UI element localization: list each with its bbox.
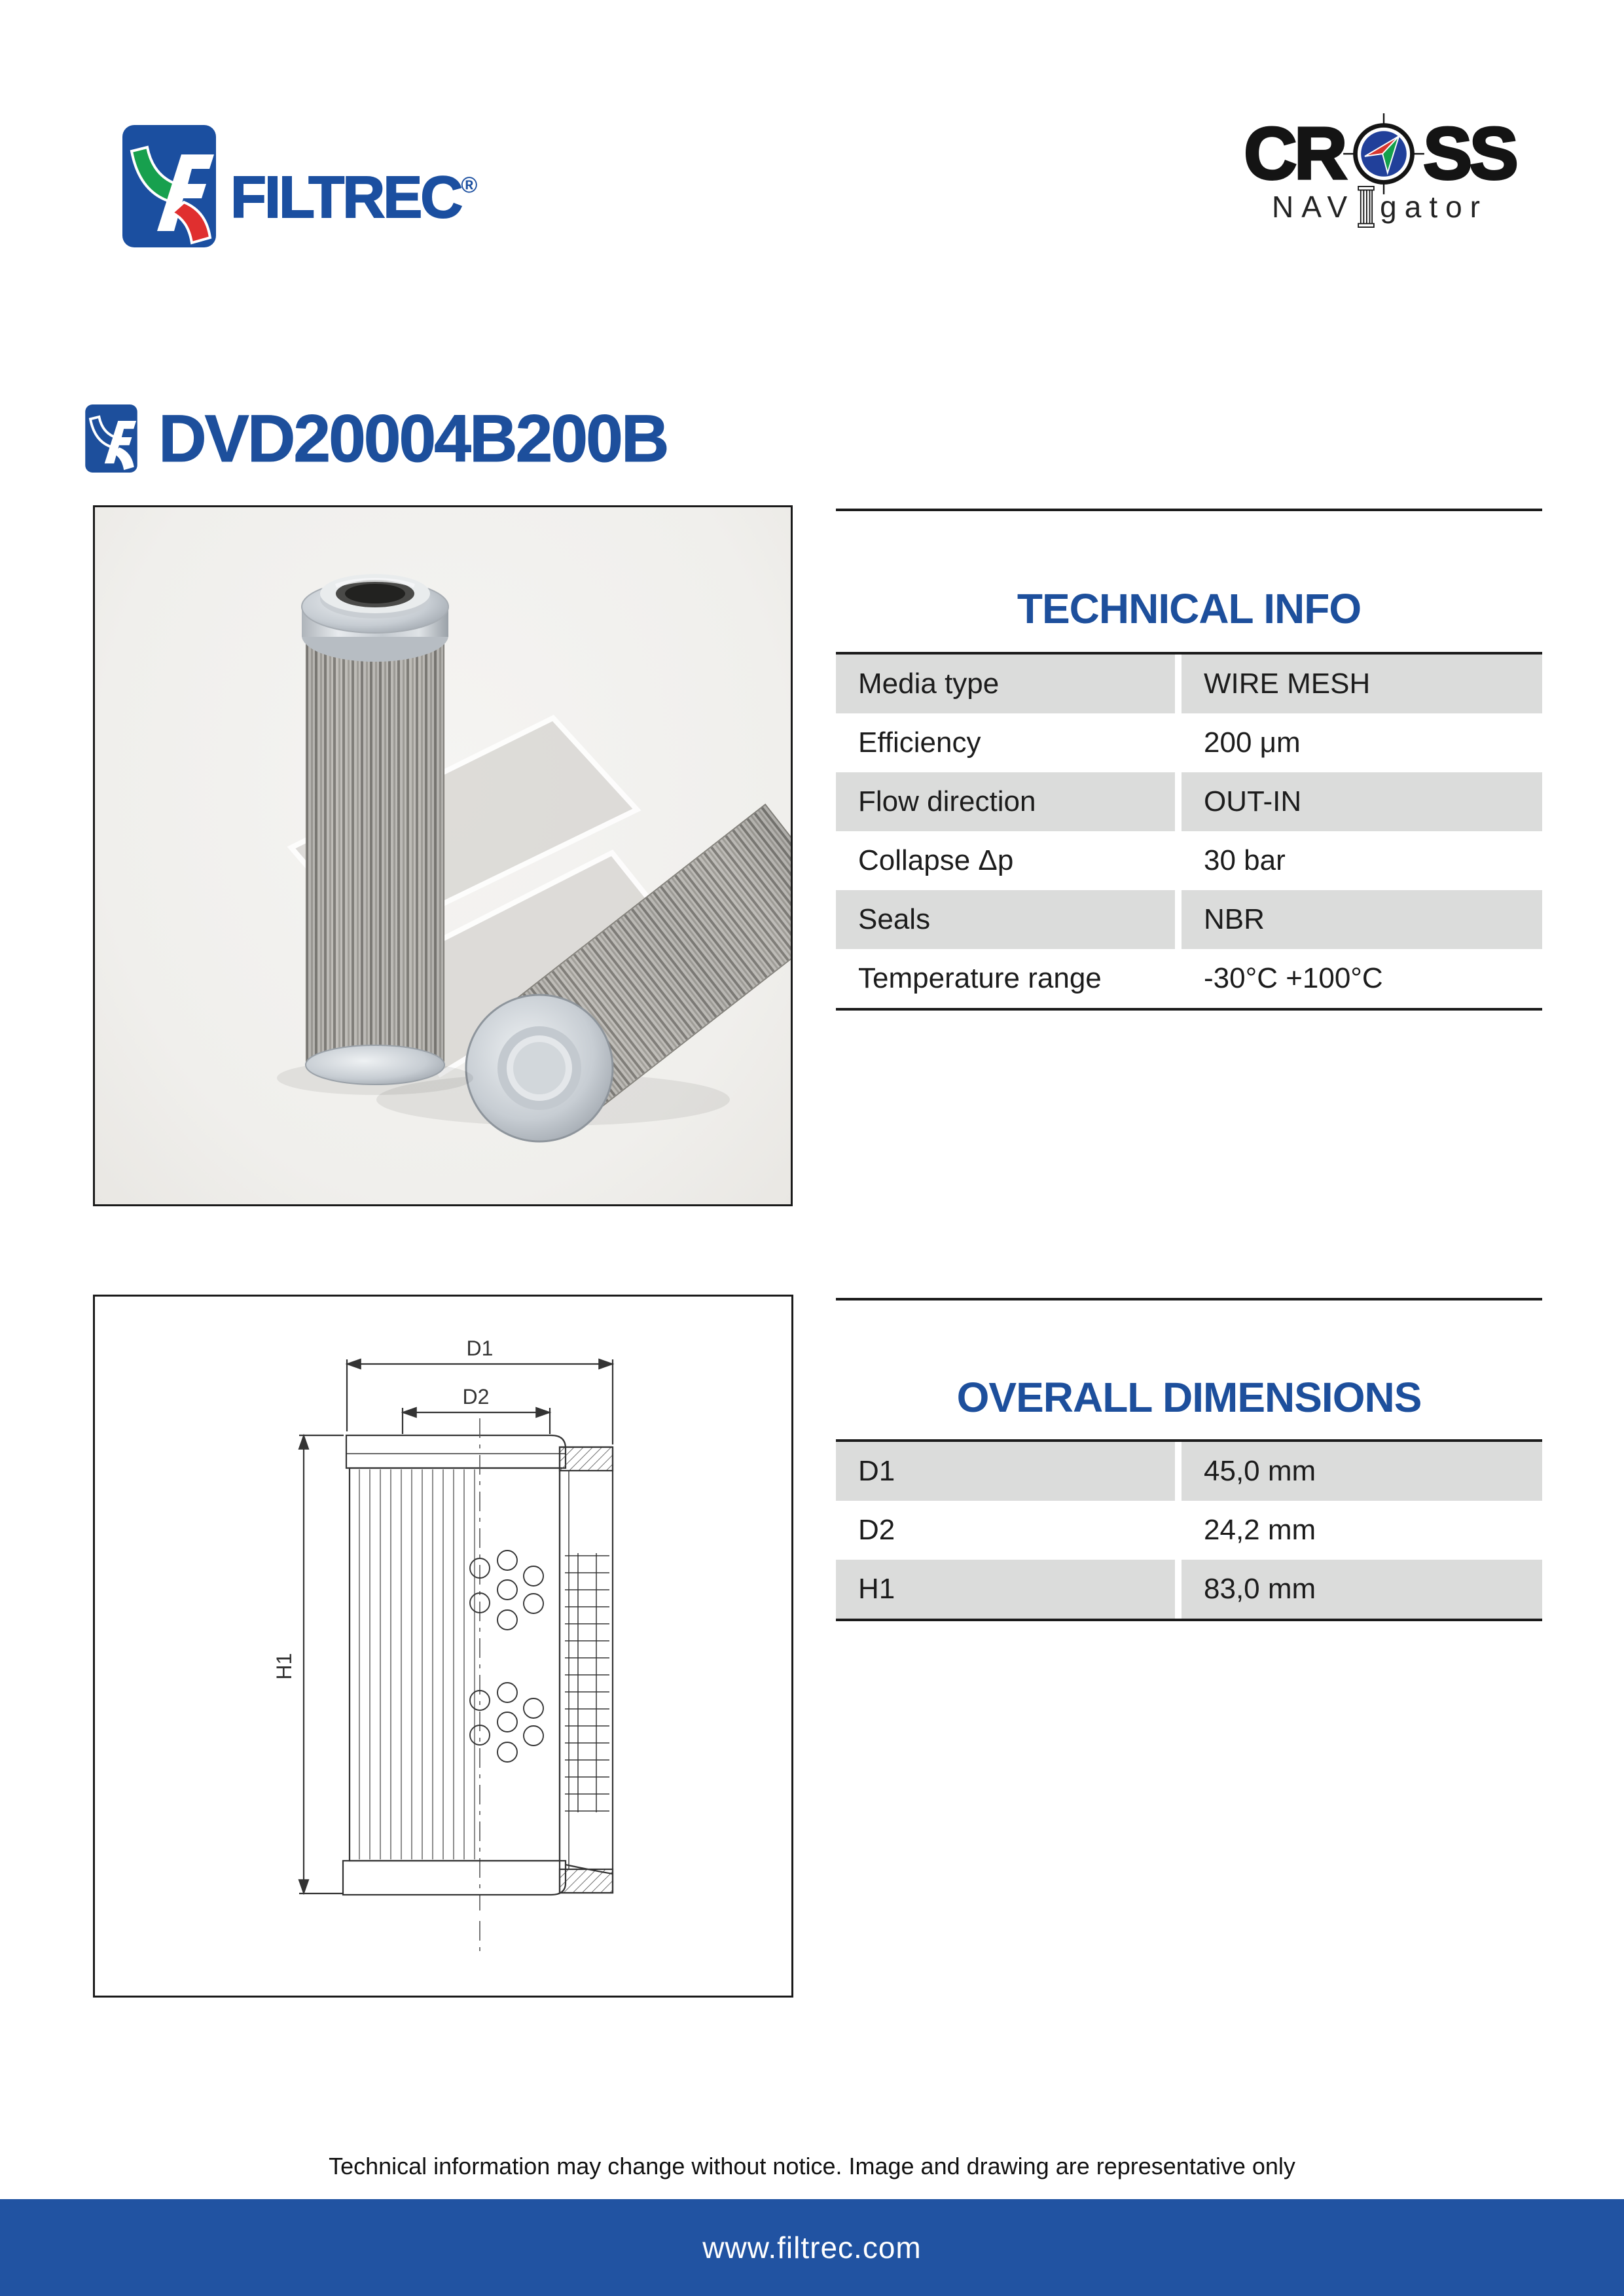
nav-text: NAV	[1271, 190, 1356, 224]
filtrec-f-icon	[122, 125, 216, 247]
product-code-icon	[85, 404, 137, 473]
spec-value: NBR	[1182, 890, 1542, 949]
spec-label: Efficiency	[858, 726, 981, 759]
spec-label: Seals	[836, 890, 1175, 949]
column-icon	[1355, 186, 1377, 228]
spec-value: OUT-IN	[1182, 772, 1542, 831]
cross-logo-top-row	[1244, 113, 1516, 194]
product-photo-box	[93, 505, 793, 1206]
column-gap	[1175, 1442, 1182, 1501]
column-gap	[1175, 1560, 1182, 1619]
page-title: DVD20004B200B	[158, 401, 668, 476]
spec-value: WIRE MESH	[1182, 655, 1542, 713]
table-row	[836, 713, 1542, 772]
table-row	[836, 831, 1542, 890]
column-gap	[1175, 949, 1182, 1008]
overall-dimensions-table	[836, 1439, 1542, 1621]
column-gap	[1175, 831, 1182, 890]
table-row	[836, 1501, 1542, 1560]
cross-text-right: SS	[1423, 113, 1516, 194]
website-url: www.filtrec.com	[702, 2231, 922, 2265]
brand-text: FILTREC	[230, 165, 461, 230]
filtrec-logo	[122, 125, 477, 247]
filtrec-wordmark	[230, 154, 477, 229]
dim-label-h1: H1	[272, 1653, 296, 1680]
registered-mark: ®	[461, 173, 478, 198]
section-rule-technical	[836, 509, 1542, 511]
spec-value: 24,2 mm	[1204, 1514, 1316, 1546]
table-row	[836, 1442, 1542, 1501]
technical-info-table	[836, 652, 1542, 1011]
cross-navigator-logo	[1244, 113, 1516, 224]
overall-dimensions-title: OVERALL DIMENSIONS	[956, 1374, 1422, 1421]
spec-value: -30°C +100°C	[1204, 962, 1383, 994]
column-gap	[1175, 713, 1182, 772]
column-gap	[1175, 655, 1182, 713]
compass-icon	[1346, 115, 1422, 192]
dim-label-d2: D2	[462, 1385, 490, 1408]
section-rule-dimensions	[836, 1298, 1542, 1300]
product-photo-illustration	[95, 507, 791, 1204]
spec-label: Media type	[836, 655, 1175, 713]
table-row	[836, 772, 1542, 831]
table-row	[836, 655, 1542, 713]
technical-drawing-box	[93, 1295, 793, 1998]
column-gap	[1175, 772, 1182, 831]
spec-label: D1	[836, 1442, 1175, 1501]
spec-value: 45,0 mm	[1182, 1442, 1542, 1501]
gator-text: gator	[1380, 190, 1489, 224]
table-row	[836, 1560, 1542, 1619]
disclaimer-text: Technical information may change without notice. Image and drawing are representative only	[329, 2153, 1295, 2179]
table-row	[836, 890, 1542, 949]
spec-value: 200 μm	[1204, 726, 1301, 759]
product-title-row	[85, 393, 668, 484]
spec-value: 30 bar	[1204, 844, 1286, 876]
footer-bar	[0, 2199, 1624, 2296]
spec-label: Collapse Δp	[858, 844, 1014, 876]
spec-label: Flow direction	[836, 772, 1175, 831]
dim-label-d1: D1	[466, 1336, 494, 1360]
technical-drawing	[95, 1297, 791, 1996]
cross-text-left: CR	[1244, 113, 1345, 194]
table-row	[836, 949, 1542, 1008]
spec-value: 83,0 mm	[1182, 1560, 1542, 1619]
spec-label: H1	[836, 1560, 1175, 1619]
spec-label: Temperature range	[858, 962, 1102, 994]
column-gap	[1175, 890, 1182, 949]
filter-element-standing	[277, 574, 473, 1095]
column-gap	[1175, 1501, 1182, 1560]
technical-info-title: TECHNICAL INFO	[1017, 585, 1362, 632]
spec-label: D2	[858, 1514, 895, 1546]
